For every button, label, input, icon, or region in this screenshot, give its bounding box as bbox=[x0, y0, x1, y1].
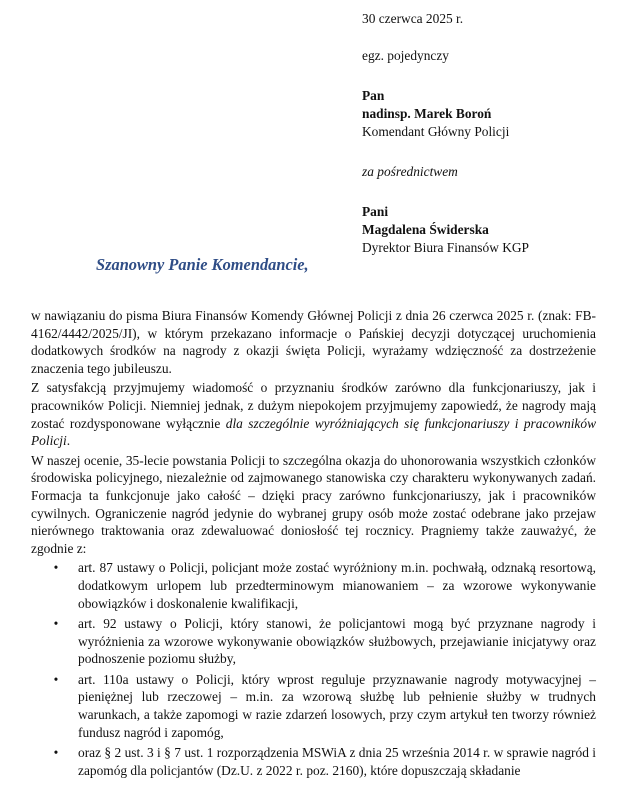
recipient1-salutation: Pan bbox=[362, 88, 385, 103]
paragraph-1: w nawiązaniu do pisma Biura Finansów Komendy Głównej Policji z dnia 26 czerwca 2025 r. (znak: FB-4162/4442/2025/JI), w którym przekazano informacje o Pańskiej decyzji dotyczącej uruchomienia dodatkowych środków na nagrody z okazji święta Policji, wyrażamy wdzięczność za dostrzeżenie znaczenia tego jubileuszu. bbox=[31, 308, 596, 376]
recipient1-name: nadinsp. Marek Boroń bbox=[362, 106, 492, 121]
salutation-heading: Szanowny Panie Komendancie, bbox=[96, 255, 309, 274]
recipient1-position: Komendant Główny Policji bbox=[362, 124, 510, 139]
legal-basis-list bbox=[31, 559, 596, 779]
bullet-icon: • bbox=[53, 616, 59, 632]
letter-date: 30 czerwca 2025 r. bbox=[362, 11, 464, 26]
letter-body bbox=[31, 307, 596, 782]
bullet-icon: • bbox=[53, 671, 59, 687]
paragraph-2 bbox=[31, 379, 596, 449]
list-item-text: art. 87 ustawy o Policji, policjant może zostać wyróżniony m.in. pochwałą, odznaką resortową, dodatkowym urlopem lub przedterminowym mianowaniem – za wzorowe wykonywanie obowiązków i doskonalenie kwalifikacji, bbox=[78, 560, 596, 611]
list-item bbox=[31, 615, 596, 668]
recipient2-name: Magdalena Świderska bbox=[362, 222, 489, 237]
recipient2-salutation: Pani bbox=[362, 204, 389, 219]
copy-note: egz. pojedynczy bbox=[362, 48, 449, 63]
list-item bbox=[31, 671, 596, 741]
via-note: za pośrednictwem bbox=[362, 164, 458, 179]
list-item-text: art. 92 ustawy o Policji, który stanowi, że policjantowi mogą być przyznane nagrody i wyróżnienia za wzorowe wykonywanie obowiązków służbowych, przejawianie inicjatywy oraz podnoszenie poziomu służby, bbox=[78, 616, 596, 667]
list-item-text: oraz § 2 ust. 3 i § 7 ust. 1 rozporządzenia MSWiA z dnia 25 września 2014 r. w sprawie nagród i zapomóg dla policjantów (Dz.U. z 2022 r. poz. 2160), które dopuszczają składanie bbox=[78, 745, 596, 778]
paragraph-2-start: Z satysfakcją przyjmujemy wiadomość o przyznaniu środków zarówno dla funkcjonariuszy, jak i pracowników Policji. Niemniej jednak, z dużym niepokojem przyjmujemy zapowiedź, że nagrody mają zostać rozdysponowane wyłącznie bbox=[31, 380, 596, 431]
recipient-block bbox=[362, 10, 617, 257]
bullet-icon: • bbox=[53, 560, 59, 576]
paragraph-3: W naszej ocenie, 35-lecie powstania Policji to szczególna okazja do uhonorowania wszystkich członków środowiska policyjnego, niezależnie od zajmowanego stanowiska czy charakteru wykonywanych zadań. Formacja ta funkcjonuje jako całość – dzięki pracy zarówno funkcjonariuszy, jak i pracowników cywilnych. Ograniczenie nagród jedynie do wybranej grupy osób może zostać odebrane jako przejaw nierównego traktowania oraz zdewaluować doniosłość tej rocznicy. Pragniemy także zauważyć, że zgodnie z: bbox=[31, 452, 596, 556]
paragraph-2-italic: dla szczególnie wyróżniających się funkcjonariuszy i pracowników Policji bbox=[31, 415, 596, 449]
list-item-text: art. 110a ustawy o Policji, który wprost reguluje przyznawanie nagrody motywacyjnej – pieniężnej lub rzeczowej – m.in. za wzorową służbę lub pełnienie służby w trudnych warunkach, a także zapomogi w razie zdarzeń losowych, przy czym artykuł ten tworzy również fundusz nagród i zapomóg, bbox=[78, 671, 596, 740]
bullet-icon: • bbox=[53, 745, 59, 761]
recipient2-position: Dyrektor Biura Finansów KGP bbox=[362, 240, 529, 255]
list-item bbox=[31, 744, 596, 779]
list-item bbox=[31, 559, 596, 612]
paragraph-2-end: . bbox=[66, 433, 71, 449]
